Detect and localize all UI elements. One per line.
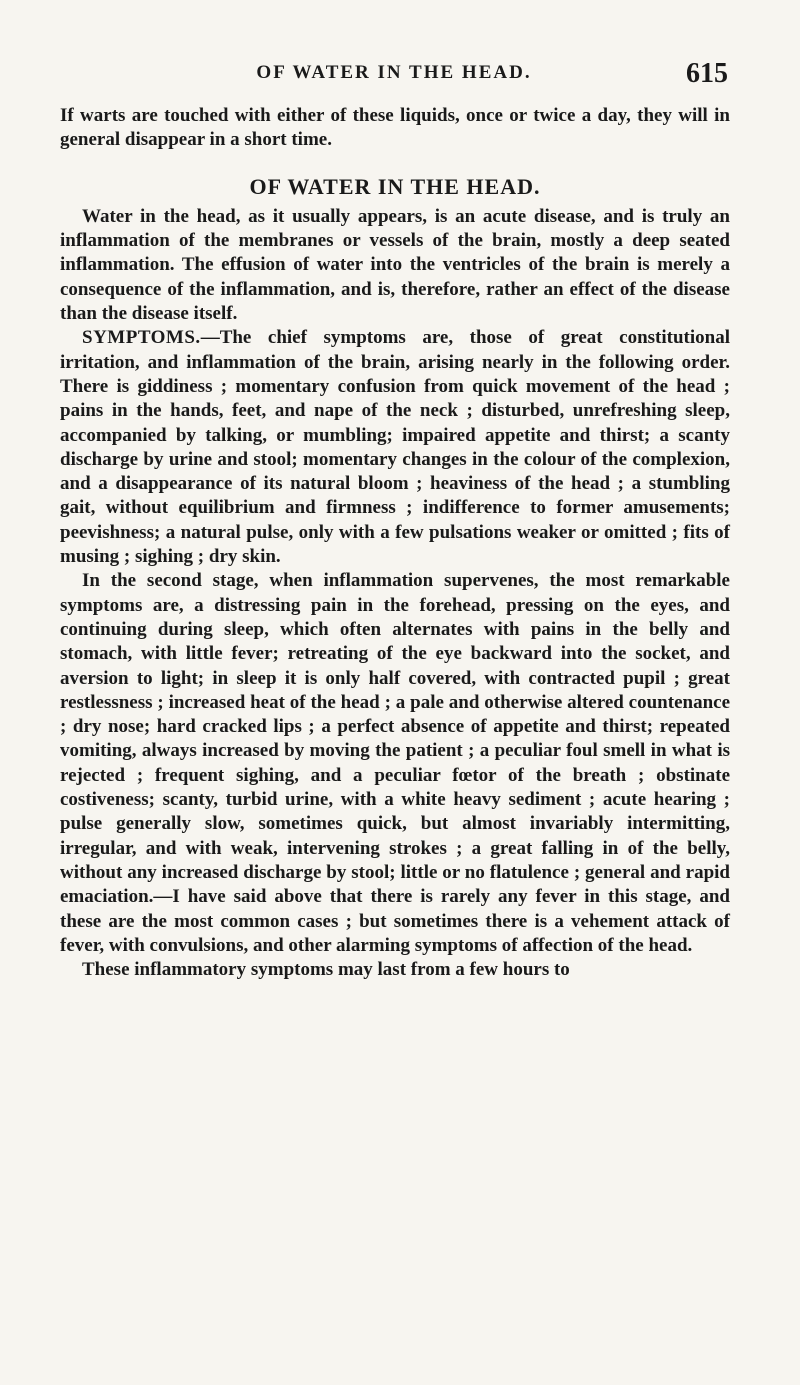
- symptoms-text: —The chief symptoms are, those of great constitutional irritation, and inflammation of the brain, arising nearly in the following order. There is giddiness ; momentary confusion from quick movement of the head ; pains in the hands, feet, and nape of the neck ; disturbed, unrefreshing sleep, accompanied by talking, or mumbling; impaired appetite and thirst; a scanty discharge by urine and stool; momentary changes in the colour of the complexion, and a disappearance of its natural bloom ; heaviness of the head ; a stumbling gait, without equilibrium and firmness ; indifference to former amusements; peevishness; a natural pulse, only with a few pulsations weaker or omitted ; fits of musing ; sighing ; dry skin.: [60, 327, 730, 568]
- paragraph-symptoms: [60, 326, 730, 569]
- body-text: [60, 104, 730, 982]
- page-number: 615: [686, 58, 728, 89]
- intro-paragraph: If warts are touched with either of these liquids, once or twice a day, they will in general disappear in a short time.: [60, 105, 730, 151]
- paragraph-inflammatory-duration: These inflammatory symptoms may last from a few hours to: [82, 959, 570, 981]
- paragraph-second-stage: In the second stage, when inflammation supervenes, the most remarkable symptoms are, a distressing pain in the forehead, pressing on the eyes, and continuing during sleep, which often alternates with pains in the belly and stomach, with little fever; retreating of the eye backward into the socket, and aversion to light; in sleep it is only half covered, with contracted pupil ; great restlessness ; increased heat of the head ; a pale and otherwise altered countenance ; dry nose; hard cracked lips ; a perfect absence of appetite and thirst; repeated vomiting, always increased by moving the patient ; a peculiar foul smell in what is rejected ; frequent sighing, and a peculiar fœtor of the breath ; obstinate costiveness; scanty, turbid urine, with a white heavy sediment ; acute hearing ; pulse generally slow, sometimes quick, but almost invariably intermitting, irregular, and with weak, intervening strokes ; a great falling in of the belly, without any increased discharge by stool; little or no flatulence ; general and rapid emaciation.—I have said above that there is rarely any fever in this stage, and these are the most common cases ; but sometimes there is a vehement attack of fever, with convulsions, and other alarming symptoms of affection of the head.: [60, 570, 730, 956]
- section-heading: OF WATER IN THE HEAD.: [249, 173, 541, 199]
- running-head: [60, 58, 728, 92]
- symptoms-lead: SYMPTOMS.: [82, 327, 201, 349]
- paragraph-water-in-head: Water in the head, as it usually appears, is an acute disease, and is truly an inflammation of the membranes or vessels of the brain, mostly a deep seated inflammation. The effusion of water into the ventricles of the brain is merely a consequence of the inflammation, and is, therefore, rather an effect of the disease than the disease itself.: [60, 205, 730, 325]
- running-title: OF WATER IN THE HEAD.: [256, 62, 532, 83]
